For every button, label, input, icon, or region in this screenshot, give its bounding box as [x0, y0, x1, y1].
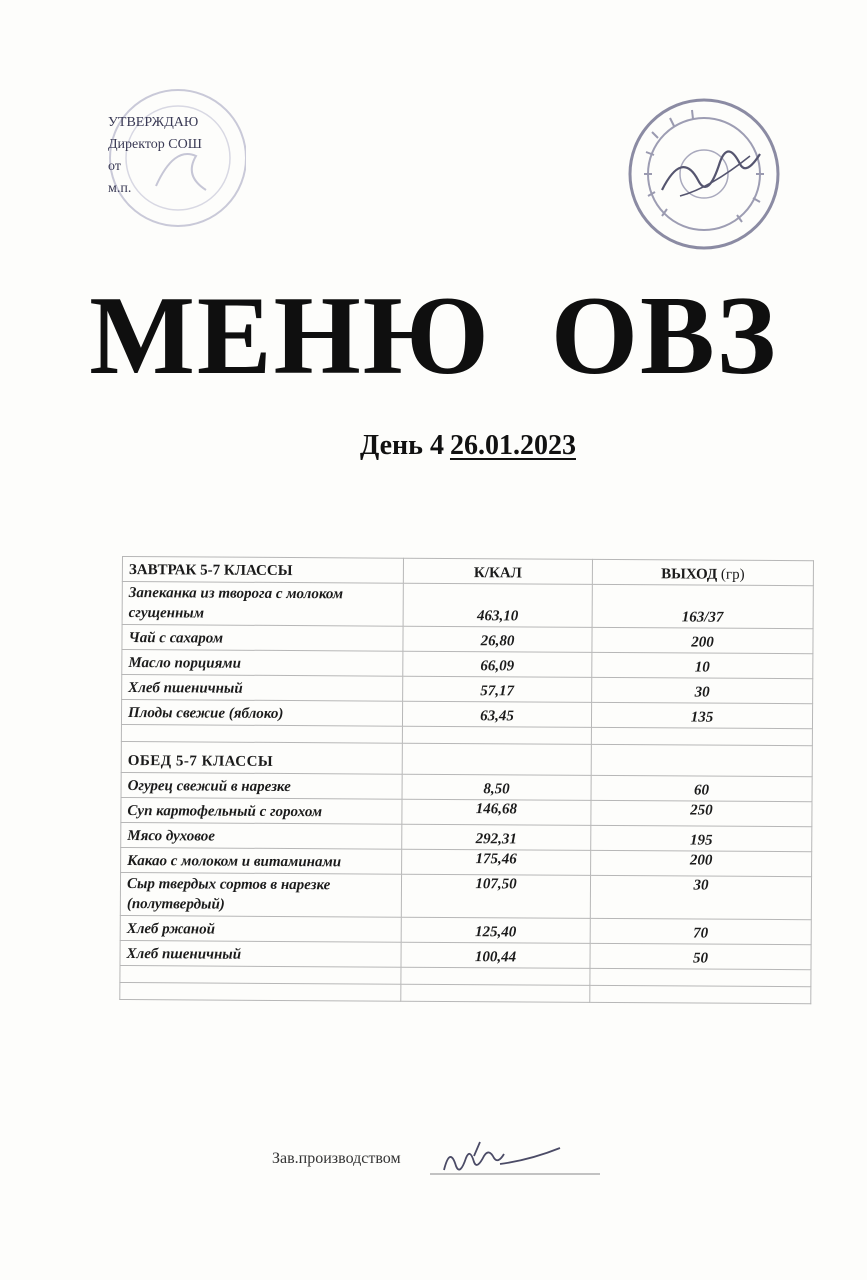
dish-output: 135	[591, 702, 812, 728]
blank-cell	[591, 727, 812, 745]
dish-name: Хлеб ржаной	[120, 915, 401, 942]
day-label: День 4	[360, 430, 444, 461]
dish-name: Чай с сахаром	[122, 625, 403, 652]
dish-name: Хлеб пшеничный	[122, 675, 403, 702]
dish-output: 163/37	[592, 584, 813, 628]
round-seal	[622, 92, 787, 257]
dish-name: Мясо духовое	[121, 822, 402, 849]
dish-kcal: 292,31	[402, 824, 591, 850]
dish-kcal: 100,44	[401, 942, 590, 968]
dish-output: 195	[591, 825, 812, 851]
dish-kcal: 107,50	[401, 874, 590, 918]
blank-cell	[591, 744, 812, 776]
dish-name: Огурец свежий в нарезке	[121, 772, 402, 799]
blank-cell	[402, 726, 591, 744]
dish-kcal: 26,80	[403, 626, 592, 652]
dish-name: Масло порциями	[122, 650, 403, 677]
approval-line-2: Директор СОШ	[108, 137, 202, 152]
dish-output: 30	[592, 677, 813, 703]
blank-cell	[590, 985, 811, 1003]
dish-output: 250	[591, 800, 812, 826]
dish-output: 50	[590, 943, 811, 969]
table-row	[120, 872, 811, 919]
dish-name: Какао с молоком и витаминами	[121, 847, 402, 874]
dish-kcal: 57,17	[403, 676, 592, 702]
dish-name: Плоды свежие (яблоко)	[121, 700, 402, 727]
dish-output: 200	[591, 850, 812, 876]
day-date: 26.01.2023	[449, 430, 576, 461]
header-output-unit: (гр)	[720, 566, 745, 583]
dish-output: 30	[590, 875, 811, 919]
table-row	[122, 582, 813, 629]
dish-kcal: 66,09	[403, 651, 592, 677]
blank-cell	[120, 965, 401, 984]
signature	[430, 1136, 610, 1184]
dish-name: Хлеб пшеничный	[120, 940, 401, 967]
dish-kcal: 146,68	[402, 799, 591, 825]
lunch-section-title: ОБЕД 5-7 КЛАССЫ	[121, 741, 402, 774]
dish-kcal: 63,45	[402, 701, 591, 727]
blank-cell	[120, 982, 401, 1001]
blank-cell	[121, 724, 402, 743]
dish-output: 60	[591, 775, 812, 801]
dish-name: Сыр твердых сортов в нарезке (полутвердый)	[120, 872, 401, 917]
page-title: МЕНЮ ОВЗ	[89, 274, 778, 398]
header-meal: ЗАВТРАК 5-7 КЛАССЫ	[122, 557, 403, 584]
dish-output: 10	[592, 652, 813, 678]
blank-cell	[401, 967, 590, 985]
production-manager-label: Зав.производством	[272, 1150, 401, 1167]
dish-output: 70	[590, 918, 811, 944]
dish-kcal: 8,50	[402, 774, 591, 800]
dish-name: Суп картофельный с горохом	[121, 797, 402, 824]
blank-cell	[401, 984, 590, 1002]
approval-block	[108, 112, 248, 200]
dish-output: 200	[592, 627, 813, 653]
dish-kcal: 125,40	[401, 917, 590, 943]
day-heading	[360, 430, 576, 462]
header-output	[592, 559, 813, 585]
approval-line-4: м.п.	[108, 181, 132, 196]
dish-kcal: 175,46	[402, 849, 591, 875]
blank-row	[120, 982, 811, 1003]
dish-kcal: 463,10	[403, 583, 592, 627]
approval-line-1: УТВЕРЖДАЮ	[108, 115, 199, 130]
lunch-section-row	[121, 741, 812, 776]
header-kcal: К/КАЛ	[403, 558, 592, 584]
approval-line-3: от	[108, 159, 121, 174]
blank-cell	[402, 743, 591, 775]
header-output-label: ВЫХОД	[661, 566, 718, 583]
menu-table	[119, 556, 814, 1004]
blank-cell	[590, 968, 811, 986]
dish-name: Запеканка из творога с молоком сгущенным	[122, 582, 403, 627]
